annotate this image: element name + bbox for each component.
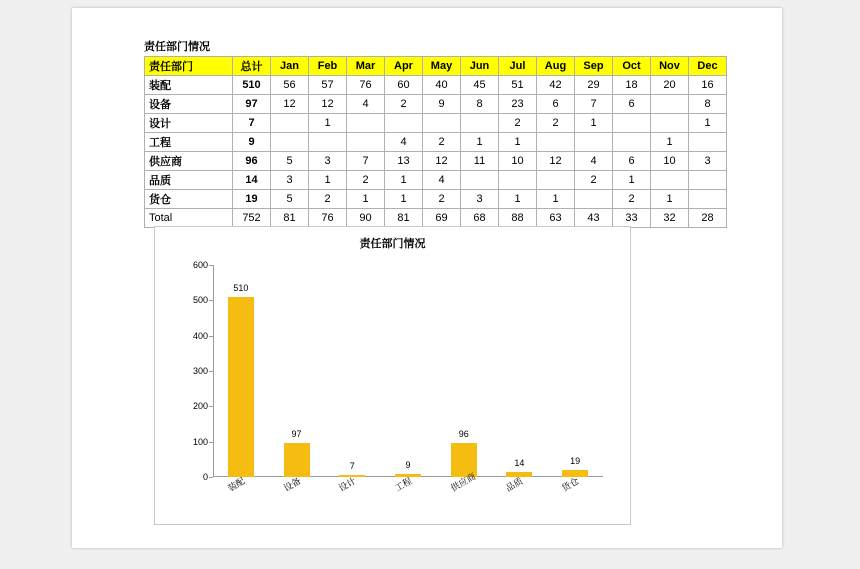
cell: 7 [575,95,613,114]
cell: 1 [613,171,651,190]
cell: 1 [689,114,727,133]
cell: 60 [385,76,423,95]
cell [347,114,385,133]
cell: 3 [309,152,347,171]
cell [271,133,309,152]
cell: 45 [461,76,499,95]
y-axis-tick-label: 500 [192,295,208,306]
y-axis [213,265,214,477]
table-header-may: May [423,57,461,76]
cell: 1 [385,171,423,190]
y-axis-tick-mark [209,300,213,301]
table-header-nov: Nov [651,57,689,76]
cell: 5 [271,190,309,209]
bar-value-label: 19 [570,456,581,467]
cell: 1 [461,133,499,152]
cell [613,133,651,152]
table-header-dec: Dec [689,57,727,76]
y-axis-tick-mark [209,265,213,266]
cell [347,133,385,152]
cell [461,114,499,133]
cell: 32 [651,209,689,228]
cell: 90 [347,209,385,228]
y-axis-tick-label: 0 [202,472,208,482]
cell: 4 [385,133,423,152]
row-label: 品质 [145,171,233,190]
row-label: 设备 [145,95,233,114]
x-axis-category-label: 设计 [337,475,358,494]
cell [385,114,423,133]
cell: 1 [537,190,575,209]
table-header-jul: Jul [499,57,537,76]
chart-plot-area [192,260,603,494]
cell: 42 [537,76,575,95]
bar-value-label: 7 [349,460,355,471]
cell: 10 [651,152,689,171]
cell: 2 [537,114,575,133]
cell: 76 [309,209,347,228]
cell: 3 [271,171,309,190]
y-axis-tick-mark [209,406,213,407]
cell: 12 [309,95,347,114]
cell [689,133,727,152]
cell: 5 [271,152,309,171]
bar-value-label: 97 [291,428,302,439]
cell: 88 [499,209,537,228]
cell: 9 [423,95,461,114]
cell [461,171,499,190]
x-axis-category-label: 设备 [281,475,303,494]
cell [423,114,461,133]
cell: 2 [423,133,461,152]
bar [284,443,310,477]
cell: 23 [499,95,537,114]
table-header-department: 责任部门 [145,57,233,76]
cell: 6 [613,95,651,114]
cell: 28 [689,209,727,228]
bar-chart [154,226,631,525]
cell: 1 [347,190,385,209]
row-label: 设计 [145,114,233,133]
cell: 1 [575,114,613,133]
y-axis-tick-label: 200 [192,401,208,412]
cell: 8 [689,95,727,114]
cell [651,95,689,114]
cell: 4 [423,171,461,190]
table-header-oct: Oct [613,57,651,76]
cell: 57 [309,76,347,95]
y-axis-tick-label: 600 [192,260,208,270]
row-label: 供应商 [145,152,233,171]
x-axis-category-label: 供应商 [448,471,478,494]
row-total: 19 [233,190,271,209]
bar-value-label: 14 [514,458,525,469]
cell: 2 [575,171,613,190]
table-header-row [145,57,727,76]
cell: 33 [613,209,651,228]
row-label: 货仓 [145,190,233,209]
y-axis-tick-label: 100 [192,436,208,447]
cell [537,171,575,190]
cell: 2 [385,95,423,114]
chart-title: 责任部门情况 [359,238,426,250]
table-header-sep: Sep [575,57,613,76]
cell: 8 [461,95,499,114]
cell: 81 [385,209,423,228]
table-header-feb: Feb [309,57,347,76]
cell: 12 [271,95,309,114]
table-header-jun: Jun [461,57,499,76]
cell: 11 [461,152,499,171]
cell: 20 [651,76,689,95]
x-axis-category-label: 工程 [393,475,414,494]
table-header-mar: Mar [347,57,385,76]
cell: 2 [613,190,651,209]
table-header-aug: Aug [537,57,575,76]
cell: 2 [347,171,385,190]
bar-value-label: 510 [233,282,249,293]
y-axis-tick-mark [209,477,213,478]
cell: 56 [271,76,309,95]
x-axis-category-label: 品质 [504,475,526,494]
table-row [145,114,727,133]
table-row [145,133,727,152]
cell: 3 [689,152,727,171]
table-row [145,152,727,171]
bar-value-label: 9 [405,459,411,470]
cell: 68 [461,209,499,228]
cell [499,171,537,190]
y-axis-tick-label: 300 [192,366,208,376]
y-axis-tick-mark [209,371,213,372]
row-total: 510 [233,76,271,95]
cell: 18 [613,76,651,95]
cell: 6 [537,95,575,114]
cell [651,114,689,133]
row-total: 9 [233,133,271,152]
cell [651,171,689,190]
cell [689,190,727,209]
cell: 4 [347,95,385,114]
table-row-total [145,209,727,228]
cell: 1 [651,190,689,209]
cell: 1 [651,133,689,152]
department-table [144,56,727,228]
y-axis-tick-mark [209,336,213,337]
cell [689,171,727,190]
table-row [145,76,727,95]
cell: 16 [689,76,727,95]
row-total: 96 [233,152,271,171]
row-total: 752 [233,209,271,228]
spreadsheet-page [72,8,782,548]
cell: 43 [575,209,613,228]
cell: 69 [423,209,461,228]
table-header-apr: Apr [385,57,423,76]
cell: 1 [499,190,537,209]
row-label: Total [145,209,233,228]
cell: 1 [309,171,347,190]
cell: 12 [537,152,575,171]
row-label: 工程 [145,133,233,152]
cell: 4 [575,152,613,171]
row-label: 装配 [145,76,233,95]
bar-value-label: 96 [458,429,469,440]
row-total: 97 [233,95,271,114]
x-axis-category-label: 货仓 [560,475,581,494]
table-row [145,95,727,114]
cell: 63 [537,209,575,228]
cell [271,114,309,133]
table-row [145,171,727,190]
row-total: 7 [233,114,271,133]
row-total: 14 [233,171,271,190]
cell: 2 [423,190,461,209]
cell: 13 [385,152,423,171]
x-axis-category-label: 装配 [225,475,247,494]
cell: 1 [385,190,423,209]
cell [537,133,575,152]
cell: 2 [309,190,347,209]
cell: 3 [461,190,499,209]
cell: 1 [499,133,537,152]
table-header-total: 总计 [233,57,271,76]
cell: 6 [613,152,651,171]
y-axis-tick-label: 400 [192,330,208,341]
cell [575,190,613,209]
y-axis-tick-mark [209,442,213,443]
cell: 12 [423,152,461,171]
bar [228,297,254,477]
cell [309,133,347,152]
cell: 81 [271,209,309,228]
cell: 2 [499,114,537,133]
cell: 40 [423,76,461,95]
cell [575,133,613,152]
cell: 76 [347,76,385,95]
cell: 7 [347,152,385,171]
cell: 29 [575,76,613,95]
table-header-jan: Jan [271,57,309,76]
cell: 10 [499,152,537,171]
cell: 51 [499,76,537,95]
sheet-title: 责任部门情况 [144,41,210,53]
table-row [145,190,727,209]
cell: 1 [309,114,347,133]
table-body [145,76,727,228]
cell [613,114,651,133]
